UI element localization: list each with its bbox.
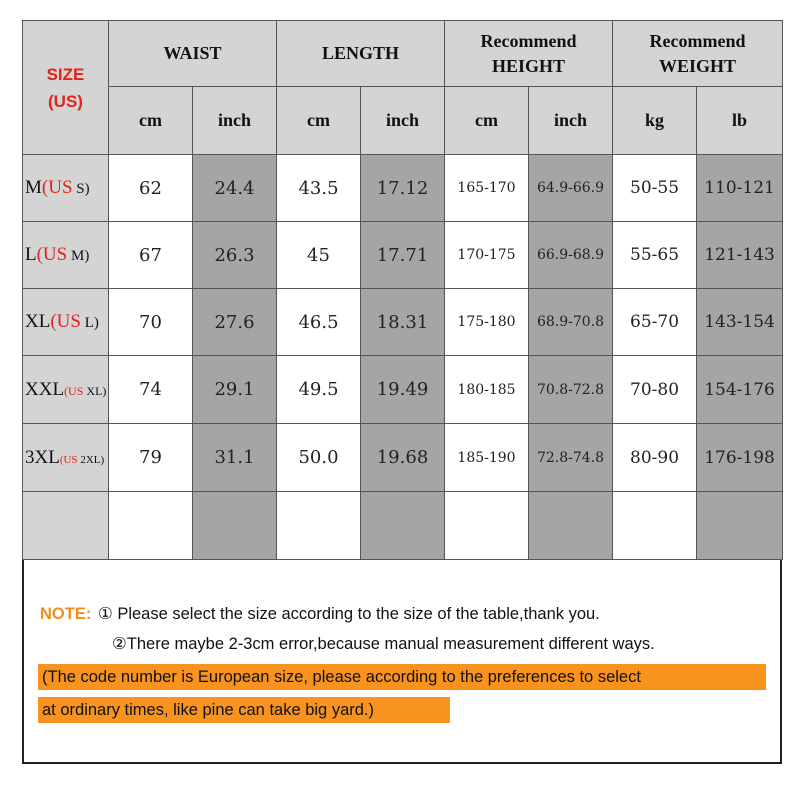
recommend-weight-header: Recommend WEIGHT (613, 21, 783, 87)
length-inch-cell: 18.31 (361, 289, 445, 356)
waist-inch-cell: 27.6 (193, 289, 277, 356)
waist-inch-cell: 29.1 (193, 356, 277, 424)
height-cm-cell: 175-180 (445, 289, 529, 356)
weight-kg-cell: 80-90 (613, 424, 697, 492)
waist-inch-cell: 26.3 (193, 222, 277, 289)
table-row (23, 289, 783, 356)
unit-header: lb (697, 87, 783, 155)
note-prefix: NOTE: (40, 605, 92, 623)
empty-cell (445, 492, 529, 560)
empty-cell (109, 492, 193, 560)
waist-header: WAIST (109, 21, 277, 87)
size-label-cell: 3XL(US 2XL) (23, 424, 109, 492)
size-label-cell: XL(US L) (23, 289, 109, 356)
waist-inch-cell: 24.4 (193, 155, 277, 222)
note-line-2: ②There maybe 2-3cm error,because manual measurement different ways. (112, 635, 655, 653)
unit-header: inch (193, 87, 277, 155)
waist-cm-cell: 79 (109, 424, 193, 492)
height-inch-cell: 66.9-68.9 (529, 222, 613, 289)
length-inch-cell: 17.12 (361, 155, 445, 222)
waist-cm-cell: 67 (109, 222, 193, 289)
highlight-note-line-2: at ordinary times, like pine can take big yard.) (38, 697, 450, 723)
length-cm-cell: 45 (277, 222, 361, 289)
unit-row (23, 87, 783, 155)
size-label-cell: L(US M) (23, 222, 109, 289)
waist-cm-cell: 74 (109, 356, 193, 424)
unit-header: cm (109, 87, 193, 155)
empty-cell (361, 492, 445, 560)
weight-kg-cell: 50-55 (613, 155, 697, 222)
waist-cm-cell: 70 (109, 289, 193, 356)
weight-kg-cell: 55-65 (613, 222, 697, 289)
height-cm-cell: 165-170 (445, 155, 529, 222)
size-us-header (23, 21, 109, 155)
unit-header: cm (277, 87, 361, 155)
weight-kg-cell: 70-80 (613, 356, 697, 424)
height-inch-cell: 64.9-66.9 (529, 155, 613, 222)
size-header-line1: SIZE (46, 64, 85, 84)
length-cm-cell: 43.5 (277, 155, 361, 222)
table-row (23, 222, 783, 289)
empty-cell (277, 492, 361, 560)
unit-header: inch (361, 87, 445, 155)
empty-cell (697, 492, 783, 560)
weight-lb-cell: 176-198 (697, 424, 783, 492)
height-cm-cell: 180-185 (445, 356, 529, 424)
length-inch-cell: 17.71 (361, 222, 445, 289)
height-inch-cell: 70.8-72.8 (529, 356, 613, 424)
table-row (23, 155, 783, 222)
unit-header: inch (529, 87, 613, 155)
empty-cell (613, 492, 697, 560)
length-inch-cell: 19.49 (361, 356, 445, 424)
header-group-row (23, 21, 783, 87)
note-text-1: ① Please select the size according to the size of the table,thank you. (97, 605, 600, 623)
size-label-cell: M(US S) (23, 155, 109, 222)
length-inch-cell: 19.68 (361, 424, 445, 492)
empty-table-row (23, 492, 783, 560)
weight-lb-cell: 143-154 (697, 289, 783, 356)
length-cm-cell: 46.5 (277, 289, 361, 356)
weight-lb-cell: 110-121 (697, 155, 783, 222)
unit-header: kg (613, 87, 697, 155)
empty-cell (193, 492, 277, 560)
length-header: LENGTH (277, 21, 445, 87)
size-chart-table (22, 20, 783, 560)
note-line-1 (40, 604, 600, 624)
waist-inch-cell: 31.1 (193, 424, 277, 492)
height-inch-cell: 72.8-74.8 (529, 424, 613, 492)
length-cm-cell: 49.5 (277, 356, 361, 424)
size-header-line2: (US) (48, 91, 83, 111)
height-cm-cell: 185-190 (445, 424, 529, 492)
height-inch-cell: 68.9-70.8 (529, 289, 613, 356)
highlight-note-line-1: (The code number is European size, please according to the preferences to select (38, 664, 766, 690)
recommend-height-header: Recommend HEIGHT (445, 21, 613, 87)
weight-kg-cell: 65-70 (613, 289, 697, 356)
length-cm-cell: 50.0 (277, 424, 361, 492)
empty-cell (23, 492, 109, 560)
empty-cell (529, 492, 613, 560)
table-row (23, 356, 783, 424)
size-label-cell: XXL(US XL) (23, 356, 109, 424)
waist-cm-cell: 62 (109, 155, 193, 222)
table-row (23, 424, 783, 492)
height-cm-cell: 170-175 (445, 222, 529, 289)
weight-lb-cell: 154-176 (697, 356, 783, 424)
unit-header: cm (445, 87, 529, 155)
weight-lb-cell: 121-143 (697, 222, 783, 289)
